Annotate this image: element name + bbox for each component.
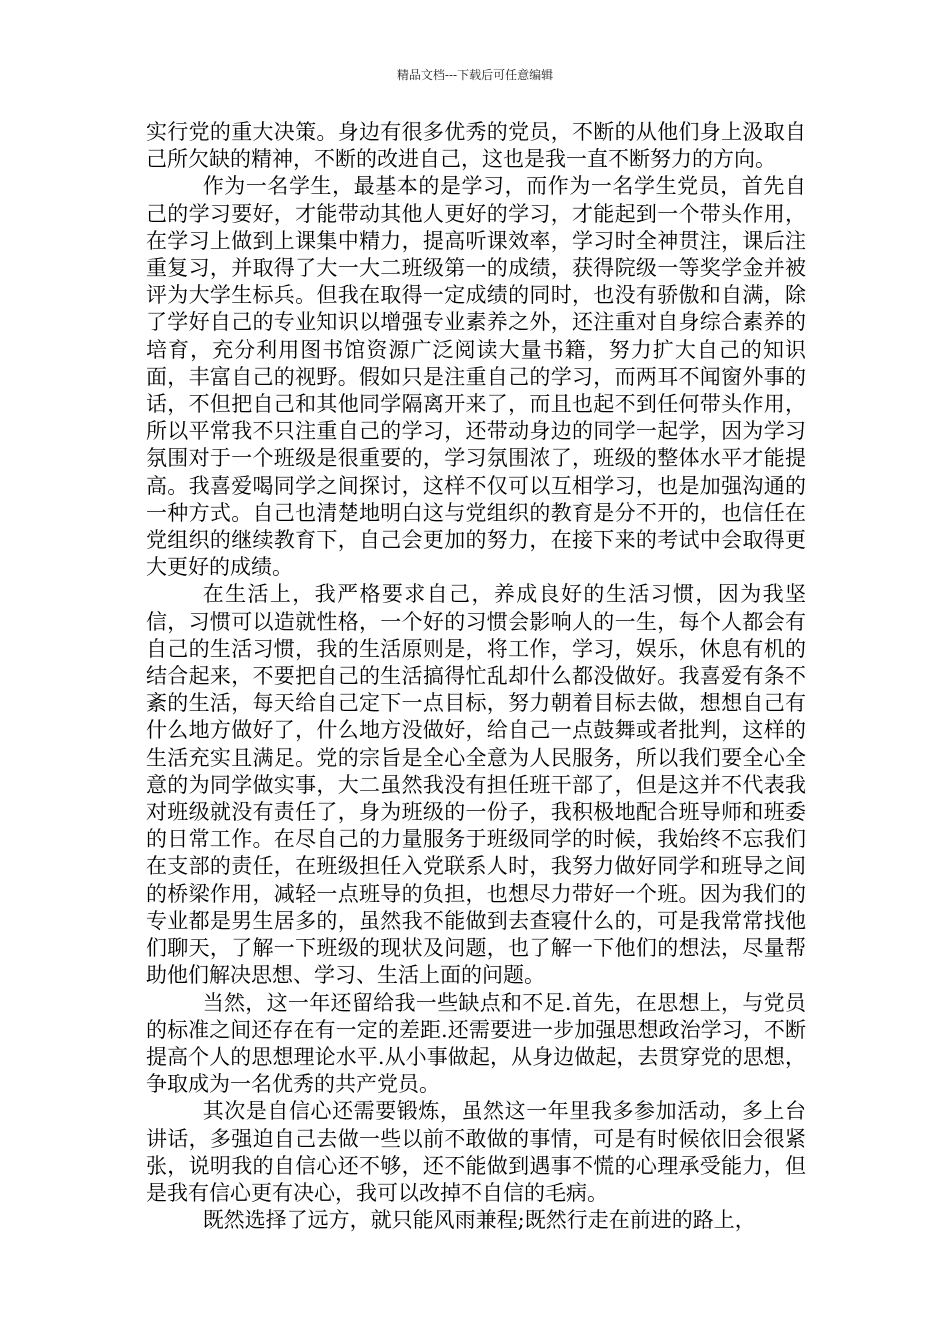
paragraph-6: 既然选择了远方，就只能风雨兼程;既然行走在前进的路上， bbox=[202, 1208, 756, 1233]
paragraph-3: 在生活上，我严格要求自己，养成良好的生活习惯，因为我坚信，习惯可以造就性格，一个好的习惯会影响人的一生，每个人都会有自己的生活习惯，我的生活原则是，将工作，学习，娱乐，休息有机的结合起来，不要把自己的生活搞得忙乱却什么都没做好。我喜爱有条不紊的生活，每天给自己定下一点目标，努力朝着目标去做，想想自己有什么地方做好了，什么地方没做好，给自己一点鼓舞或者批判，这样的生活充实且满足。党的宗旨是全心全意为人民服务，所以我们要全心全意的为同学做实事，大二虽然我没有担任班干部了，但是这并不代表我对班级就没有责任了，身为班级的一份子，我积极地配合班导师和班委的日常工作。在尽自己的力量服务于班级同学的时候，我始终不忘我们在支部的责任，在班级担任入党联系人时，我努力做好同学和班导之间的桥梁作用，减轻一点班导的负担，也想尽力带好一个班。因为我们的专业都是男生居多的，虽然我不能做到去查寝什么的，可是我常常找他们聊天，了解一下班级的现状及问题，也了解一下他们的想法，尽量帮助他们解决思想、学习、生活上面的问题。 bbox=[146, 582, 806, 988]
page-header: 精品文档---下载后可任意编辑 bbox=[396, 68, 554, 82]
paragraph-5: 其次是自信心还需要锻炼，虽然这一年里我多参加活动，多上台讲话，多强迫自己去做一些以前不敢做的事情，可是有时候依旧会很紧张，说明我的自信心还不够，还不能做到遇事不慌的心理承受能力，但是我有信心更有决心，我可以改掉不自信的毛病。 bbox=[146, 1099, 806, 1205]
paragraph-2: 作为一名学生，最基本的是学习，而作为一名学生党员，首先自己的学习要好，才能带动其他人更好的学习，才能起到一个带头作用，在学习上做到上课集中精力，提高听课效率，学习时全神贯注，课后注重复习，并取得了大一大二班级第一的成绩，获得院级一等奖学金并被评为大学生标兵。但我在取得一定成绩的同时，也没有骄傲和自满，除了学好自己的专业知识以增强专业素养之外，还注重对自身综合素养的培育，充分利用图书馆资源广泛阅读大量书籍，努力扩大自己的知识面，丰富自己的视野。假如只是注重自己的学习，而两耳不闻窗外事的话，不但把自己和其他同学隔离开来了，而且也起不到任何带头作用，所以平常我不只注重自己的学习，还带动身边的同学一起学，因为学习氛围对于一个班级是很重要的，学习氛围浓了，班级的整体水平才能提高。我喜爱喝同学之间探讨，这样不仅可以互相学习，也是加强沟通的一种方式。自己也清楚地明白这与党组织的教育是分不开的，也信任在党组织的继续教育下，自己会更加的努力，在接下来的考试中会取得更大更好的成绩。 bbox=[146, 174, 806, 580]
paragraph-1: 实行党的重大决策。身边有很多优秀的党员，不断的从他们身上汲取自己所欠缺的精神，不断的改进自己，这也是我一直不断努力的方向。 bbox=[146, 120, 806, 172]
paragraph-4: 当然，这一年还留给我一些缺点和不足.首先，在思想上，与党员的标准之间还存在有一定的差距.还需要进一步加强思想政治学习，不断提高个人的思想理论水平.从小事做起，从身边做起，去贯穿党的思想，争取成为一名优秀的共产党员。 bbox=[146, 990, 806, 1097]
document-body bbox=[146, 119, 806, 1234]
